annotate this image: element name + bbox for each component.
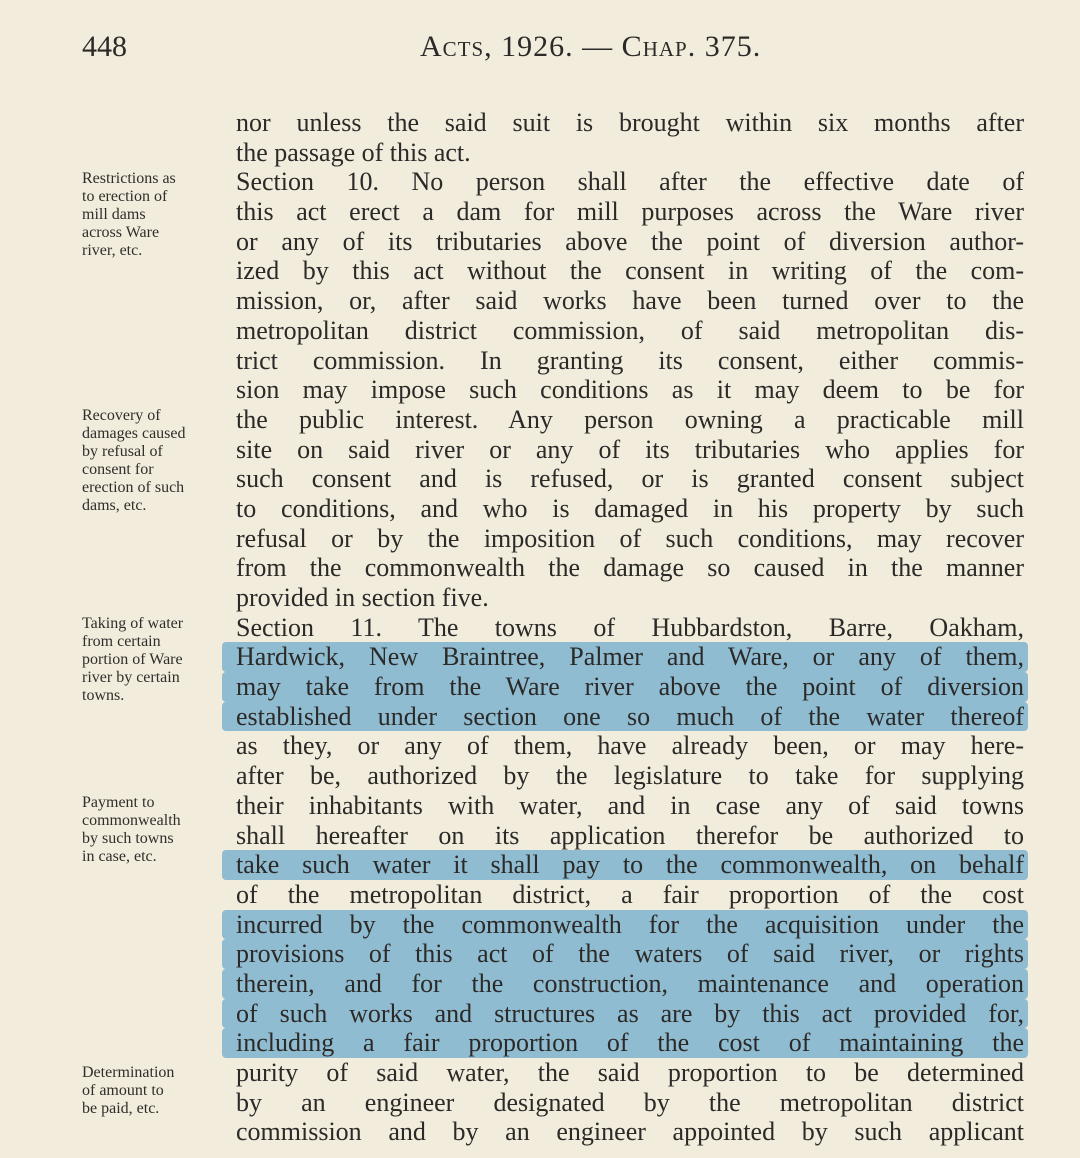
- highlighted-line: take such water it shall pay to the commonwealth, on behalf: [222, 850, 1028, 880]
- body-line: sion may impose such conditions as it may deem to be for: [236, 375, 1024, 405]
- note-line: be paid, etc.: [82, 1100, 160, 1117]
- note-line: in case, etc.: [82, 848, 157, 865]
- running-title: Acts, 1926. — Chap. 375.: [420, 30, 762, 63]
- body-line: after be, authorized by the legislature to take for supplying: [236, 761, 1024, 791]
- note-line: towns.: [82, 687, 125, 704]
- note-line: river by certain: [82, 669, 180, 686]
- body-line: shall hereafter on its application therefor be authorized to: [236, 820, 1024, 850]
- margin-note-recovery: [82, 407, 230, 515]
- body-line: or any of its tributaries above the point of diversion author-: [236, 226, 1024, 256]
- note-line: consent for: [82, 461, 154, 478]
- section-10-start: Section 10. No person shall after the effective date of: [236, 167, 1024, 197]
- body-line: nor unless the said suit is brought within six months after: [236, 108, 1024, 137]
- note-line: across Ware: [82, 224, 160, 241]
- body-line: as they, or any of them, have already been, or may here-: [236, 731, 1024, 761]
- note-line: river, etc.: [82, 242, 143, 259]
- margin-note-restrictions: [82, 170, 230, 260]
- margin-note-determination: [82, 1064, 230, 1118]
- body-line: mission, or, after said works have been turned over to the: [236, 286, 1024, 316]
- highlighted-line: of such works and structures as are by this act provided for,: [222, 999, 1028, 1029]
- highlighted-line: established under section one so much of the water thereof: [222, 702, 1028, 732]
- note-line: to erection of: [82, 188, 168, 205]
- body-line: trict commission. In granting its consent, either commis-: [236, 345, 1024, 375]
- note-line: Payment to: [82, 794, 155, 811]
- body-line: their inhabitants with water, and in case any of said towns: [236, 790, 1024, 820]
- note-line: Taking of water: [82, 615, 184, 632]
- body-line: metropolitan district commission, of said metropolitan dis-: [236, 315, 1024, 345]
- highlighted-line: may take from the Ware river above the point of diversion: [222, 672, 1028, 702]
- note-line: erection of such: [82, 479, 185, 496]
- note-line: by such towns: [82, 830, 174, 847]
- body-line: the public interest. Any person owning a practicable mill: [236, 404, 1024, 434]
- body-line: to conditions, and who is damaged in his property by such: [236, 493, 1024, 523]
- margin-note-taking: [82, 615, 230, 705]
- body-line: site on said river or any of its tributaries who applies for: [236, 434, 1024, 464]
- body-line: commission and by an engineer appointed by such applicant: [236, 1117, 1024, 1147]
- note-line: dams, etc.: [82, 497, 147, 514]
- note-line: of amount to: [82, 1082, 164, 1099]
- highlighted-line: therein, and for the construction, maintenance and operation: [222, 969, 1028, 999]
- body-line: this act erect a dam for mill purposes across the Ware river: [236, 197, 1024, 227]
- body-line: the passage of this act.: [236, 137, 471, 167]
- body-line: refusal or by the imposition of such conditions, may recover: [236, 523, 1024, 553]
- note-line: from certain: [82, 633, 161, 650]
- note-line: damages caused: [82, 425, 186, 442]
- section-11-start: Section 11. The towns of Hubbardston, Barre, Oakham,: [236, 612, 1024, 642]
- body-line: purity of said water, the said proportion to be determined: [236, 1058, 1024, 1087]
- body-line: such consent and is refused, or is granted consent subject: [236, 464, 1024, 494]
- note-line: Restrictions as: [82, 170, 176, 187]
- body-line: of the metropolitan district, a fair proportion of the cost: [236, 879, 1024, 909]
- highlighted-line: Hardwick, New Braintree, Palmer and Ware, or any of them,: [222, 642, 1028, 672]
- body-text: [236, 108, 1024, 1147]
- page-header: [82, 30, 1022, 76]
- note-line: commonwealth: [82, 812, 181, 829]
- highlighted-line: including a fair proportion of the cost of maintaining the: [222, 1028, 1028, 1058]
- body-line: from the commonwealth the damage so caused in the manner: [236, 553, 1024, 583]
- note-line: mill dams: [82, 206, 146, 223]
- highlighted-line: provisions of this act of the waters of said river, or rights: [222, 939, 1028, 969]
- body-line: by an engineer designated by the metropolitan district: [236, 1087, 1024, 1117]
- note-line: Determination: [82, 1064, 175, 1081]
- note-line: portion of Ware: [82, 651, 183, 668]
- body-line: ized by this act without the consent in writing of the com-: [236, 256, 1024, 286]
- note-line: by refusal of: [82, 443, 163, 460]
- note-line: Recovery of: [82, 407, 161, 424]
- page-number: 448: [82, 30, 127, 63]
- highlighted-line: incurred by the commonwealth for the acquisition under the: [222, 910, 1028, 940]
- margin-note-payment: [82, 794, 230, 866]
- body-line: provided in section five.: [236, 583, 489, 612]
